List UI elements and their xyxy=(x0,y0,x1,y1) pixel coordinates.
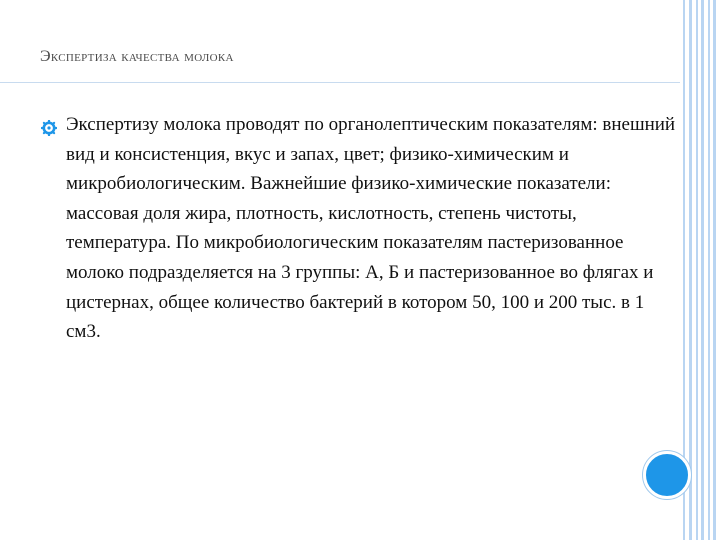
slide-title: Экспертиза качества молока xyxy=(40,48,234,65)
decorative-stripe xyxy=(713,0,716,540)
bullet-paragraph: Экспертизу молока проводят по органолептическим показателям: внешний вид и консистенция, вкус и запах, цвет; физико-химическим и микробиологическим. Важнейшие физико-химические показатели: массовая доля жира, плотность, кислотность, степень чистоты, температура. По микробиологическим показателям пастеризованное молоко подразделяется на 3 группы: А, Б и пастеризованное во флягах и цистернах, общее количество бактерий в котором 50, 100 и 200 тыс. в 1 см3. xyxy=(66,114,676,343)
decorative-stripe xyxy=(689,0,692,540)
decorative-stripe xyxy=(701,0,704,540)
gear-bullet-icon xyxy=(41,120,57,136)
blue-circle-icon xyxy=(643,451,691,499)
title-divider xyxy=(0,82,680,83)
decorative-stripe xyxy=(708,0,710,540)
decorative-stripe xyxy=(696,0,698,540)
